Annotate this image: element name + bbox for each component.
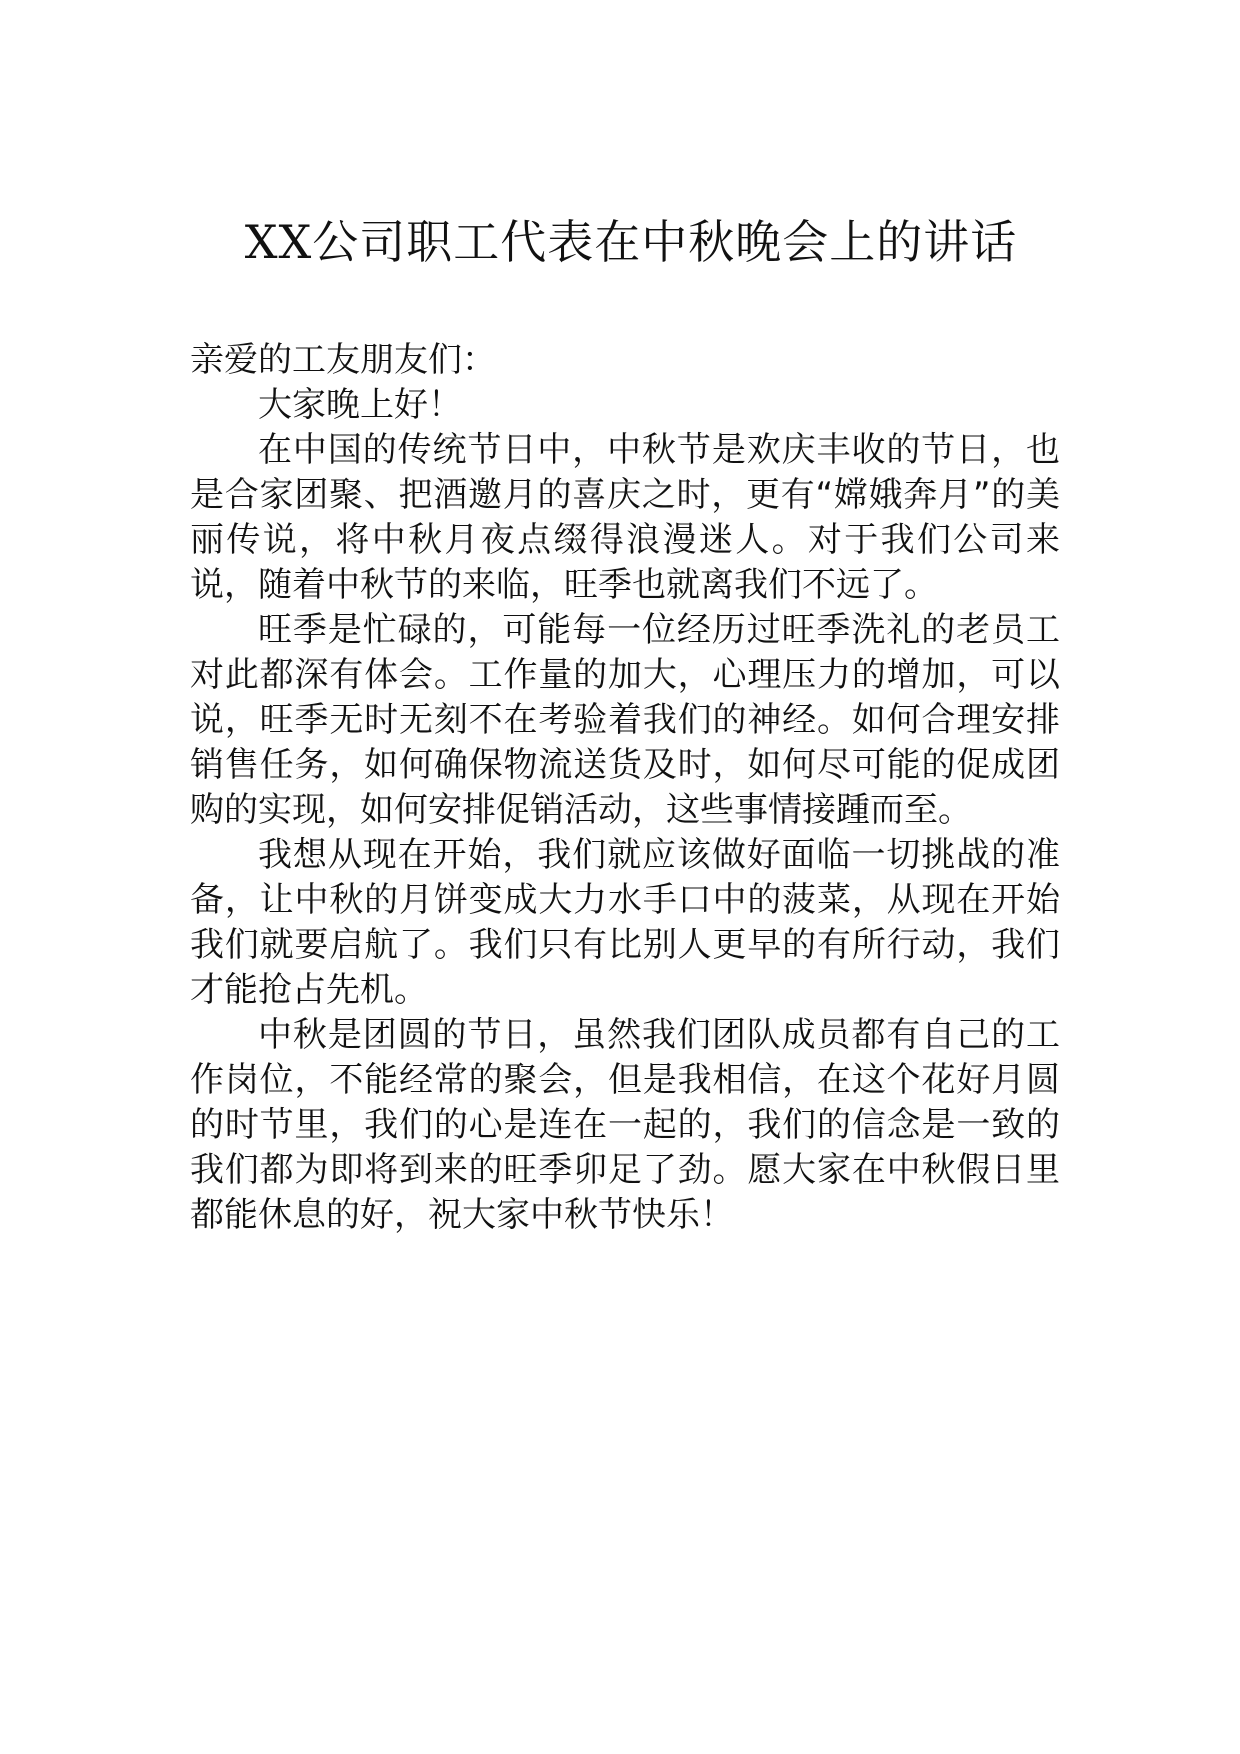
paragraph-preparation: 我想从现在开始，我们就应该做好面临一切挑战的准备，让中秋的月饼变成大力水手口中的菠菜，从现在开始我们就要启航了。我们只有比别人更早的有所行动，我们才能抢占先机。 xyxy=(190,835,1060,1010)
paragraph-busy-season: 旺季是忙碌的，可能每一位经历过旺季洗礼的老员工对此都深有体会。工作量的加大，心理压力的增加，可以说，旺季无时无刻不在考验着我们的神经。如何合理安排销售任务，如何确保物流送货及时，如何尽可能的促成团购的实现，如何安排促销活动，这些事情接踵而至。 xyxy=(190,610,1060,830)
paragraph-greeting: 大家晚上好！ xyxy=(258,385,462,425)
document-title: XX公司职工代表在中秋晚会上的讲话 xyxy=(244,215,1018,269)
paragraph-closing: 中秋是团圆的节日，虽然我们团队成员都有自己的工作岗位，不能经常的聚会，但是我相信，在这个花好月圆的时节里，我们的心是连在一起的，我们的信念是一致的我们都为即将到来的旺季卯足了劲。愿大家在中秋假日里都能休息的好，祝大家中秋节快乐！ xyxy=(190,1015,1060,1235)
document-body xyxy=(190,338,1060,1238)
paragraph-festival: 在中国的传统节日中，中秋节是欢庆丰收的节日，也是合家团聚、把酒邀月的喜庆之时，更有“嫦娥奔月”的美丽传说，将中秋月夜点缀得浪漫迷人。对于我们公司来说，随着中秋节的来临，旺季也就离我们不远了。 xyxy=(190,430,1060,605)
salutation: 亲爱的工友朋友们： xyxy=(190,340,496,380)
